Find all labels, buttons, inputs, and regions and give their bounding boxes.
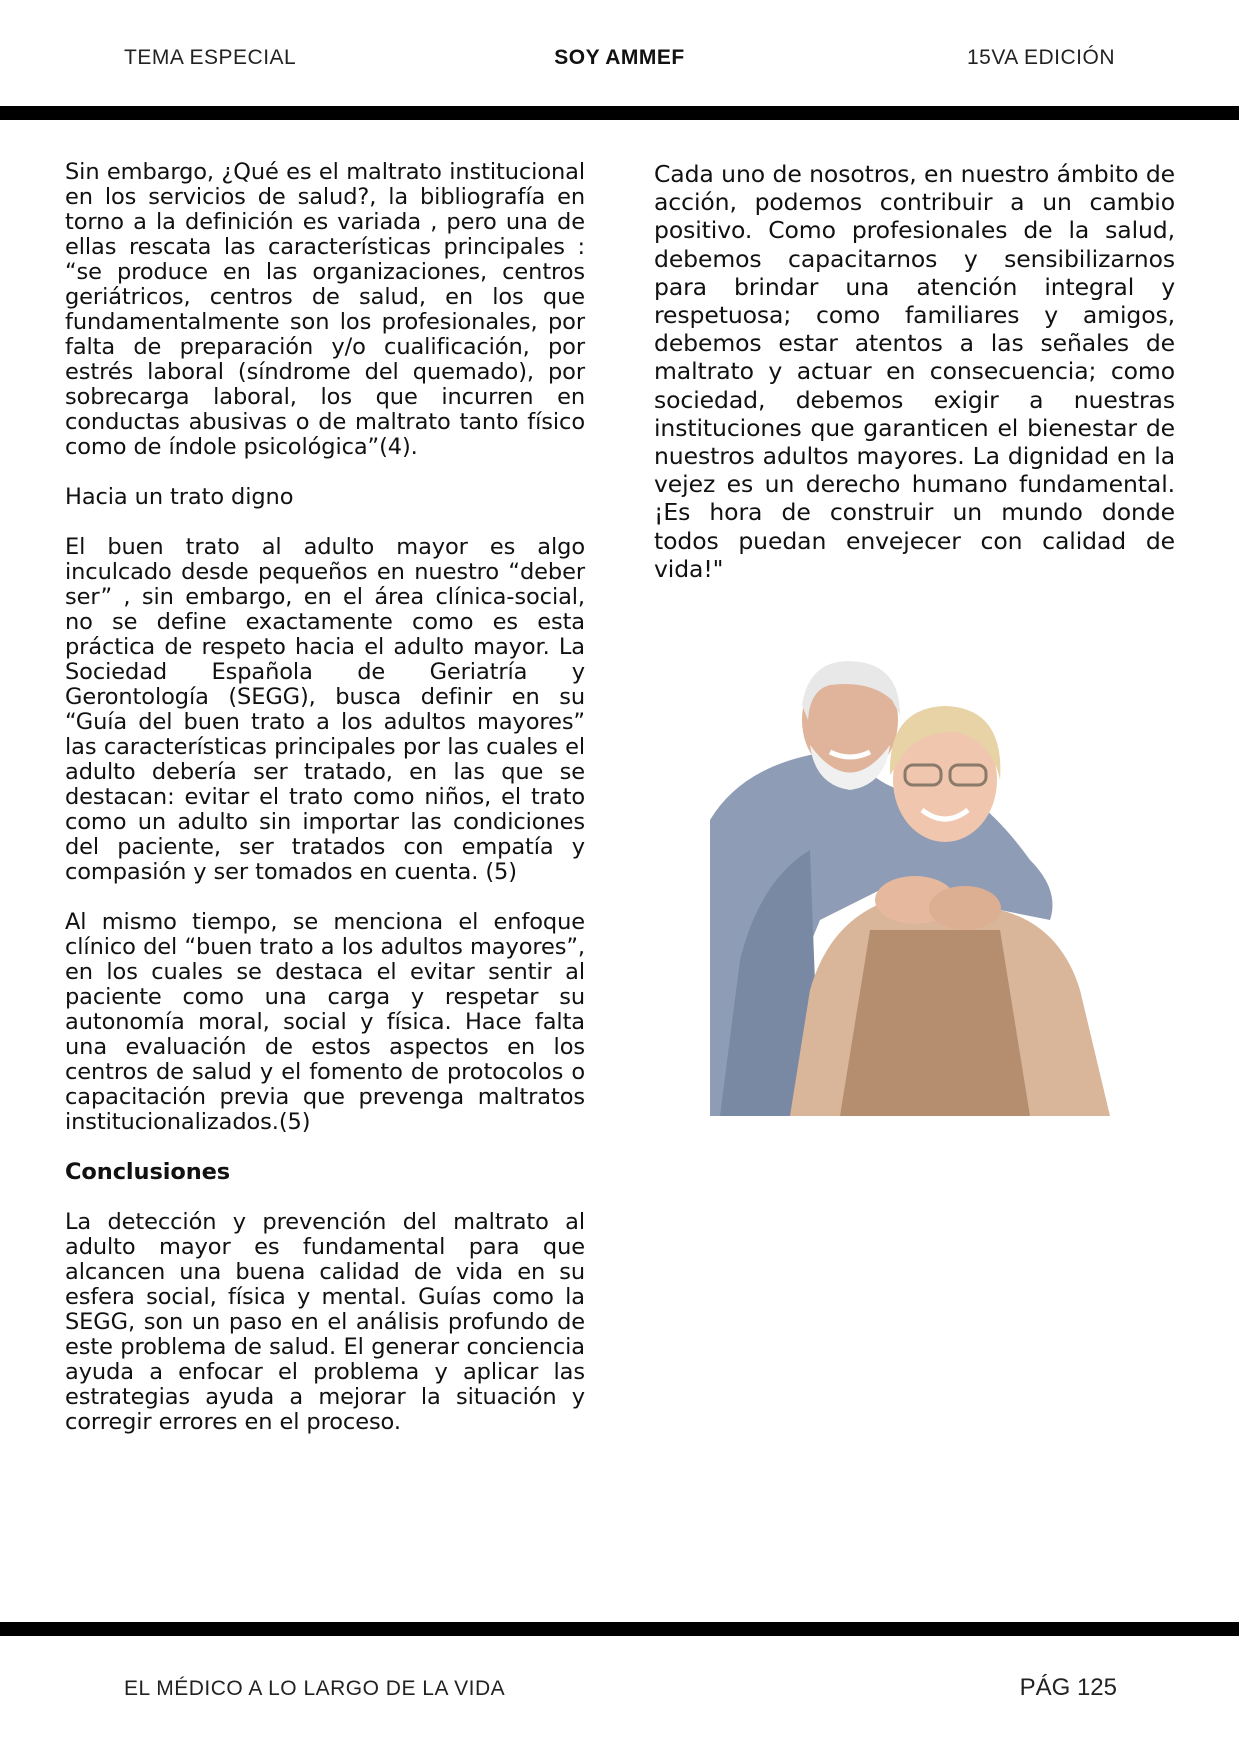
- right-column: [654, 160, 1175, 608]
- footer-divider: [0, 1622, 1239, 1636]
- header-edition: 15VA EDICIÓN: [967, 46, 1115, 69]
- paragraph-enfoque-clinico: Al mismo tiempo, se menciona el enfoque clínico del “buen trato a los adultos mayores”, en los cuales se destaca el evitar sentir al paciente como una carga y respetar su autonomía moral, social y física. Hace falta una evaluación de estos aspectos en los centros de salud y el fomento de protocolos o capacitación previa que prevenga maltratos institucionalizados.(5): [65, 909, 585, 1135]
- header-section-label: TEMA ESPECIAL: [124, 46, 297, 69]
- paragraph-call-to-action: Cada uno de nosotros, en nuestro ámbito de acción, podemos contribuir a un cambio positivo. Como profesionales de la salud, debemos capacitarnos y sensibilizarnos para brindar una atención integral y respetuosa; como familiares y amigos, debemos estar atentos a las señales de maltrato y actuar en consecuencia; como sociedad, debemos exigir a nuestras instituciones que garanticen el bienestar de nuestros adultos mayores. La dignidad en la vejez es un derecho humano fundamental. ¡Es hora de construir un mundo donde todos puedan envejecer con calidad de vida!": [654, 160, 1175, 583]
- header-magazine-title: SOY AMMEF: [554, 46, 685, 69]
- page-number: PÁG 125: [1019, 1674, 1117, 1701]
- heading-conclusiones: Conclusiones: [65, 1159, 231, 1185]
- header-divider: [0, 106, 1239, 120]
- paragraph-institutional-abuse: Sin embargo, ¿Qué es el maltrato institucional en los servicios de salud?, la bibliografía en torno a la definición es variada , pero una de ellas rescata las características principales : “se produce en las organizaciones, centros geriátricos, centros de salud, en los que fundamentalmente son los profesionales, por falta de preparación y/o cualificación, por estrés laboral (síndrome del quemado), por sobrecarga laboral, los que incurren en conductas abusivas o de maltrato tanto físico como de índole psicológica”(4).: [65, 159, 585, 460]
- paragraph-buen-trato: El buen trato al adulto mayor es algo inculcado desde pequeños en nuestro “deber ser” , sin embargo, en el área clínica-social, no se define exactamente como es esta práctica de respeto hacia el adulto mayor. La Sociedad Española de Geriatría y Gerontología (SEGG), busca definir en su “Guía del buen trato a los adultos mayores” las características principales por las cuales el adulto debería ser tratado, en las que se destacan: evitar el trato como niños, el trato como un adulto sin importar las condiciones del paciente, ser tratados con empatía y compasión y ser tomados en cuenta. (5): [65, 534, 585, 885]
- footer-publication-title: EL MÉDICO A LO LARGO DE LA VIDA: [124, 1677, 506, 1700]
- elderly-couple-photo: [700, 660, 1120, 1116]
- paragraph-conclusion: La detección y prevención del maltrato al adulto mayor es fundamental para que alcancen una buena calidad de vida en su esfera social, física y mental. Guías como la SEGG, son un paso en el análisis profundo de este problema de salud. El generar conciencia ayuda a enfocar el problema y aplicar las estrategias ayuda a mejorar la situación y corregir errores en el proceso.: [65, 1209, 585, 1435]
- left-column: [65, 160, 585, 1460]
- subheading-trato-digno: Hacia un trato digno: [65, 484, 294, 510]
